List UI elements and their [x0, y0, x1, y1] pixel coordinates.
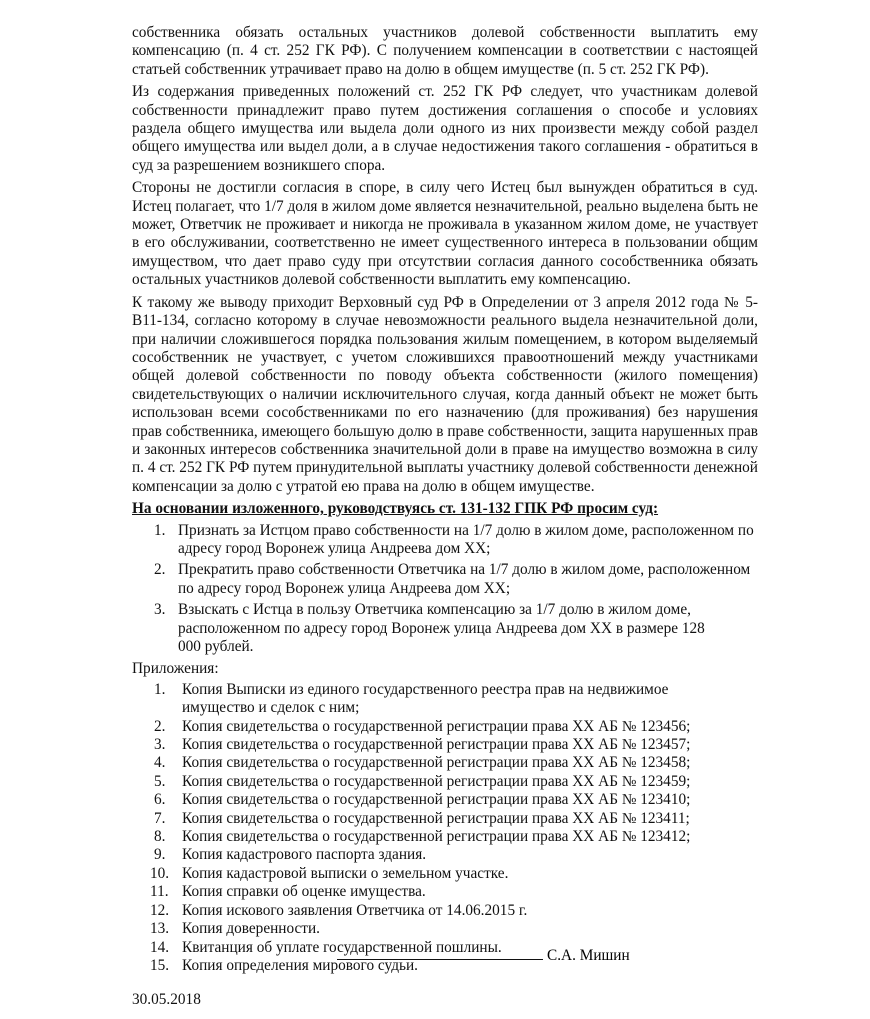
- attachment-number: 6.: [154, 791, 166, 809]
- request-item: [132, 561, 758, 598]
- attachment-text: Копия свидетельства о государственной регистрации права ХХ АБ № 123457;: [182, 736, 691, 754]
- attachment-number: 5.: [154, 772, 166, 790]
- request-text: Признать за Истцом право собственности на 1/7 долю в жилом доме, расположенном по адресу город Воронеж улица Андреева дом ХХ;: [178, 521, 754, 557]
- attachment-text: Копия свидетельства о государственной регистрации права ХХ АБ № 123411;: [182, 809, 690, 827]
- attachment-number: 2.: [154, 717, 166, 735]
- attachments-list: [132, 681, 758, 976]
- attachment-text: Копия Выписки из единого государственного реестра прав на недвижимое имущество и сделок с ним;: [182, 680, 669, 717]
- attachment-number: 12.: [150, 901, 170, 919]
- attachment-text: Копия свидетельства о государственной регистрации права ХХ АБ № 123412;: [182, 828, 691, 846]
- paragraph-3: Стороны не достигли согласия в споре, в силу чего Истец был вынужден обратиться в суд. Истец полагает, что 1/7 доля в жилом доме является незначительной, реально выделена быть не может, Ответчик не проживает и никогда не проживала в указанном жилом доме, не участвует в его обслуживании, соответственно не имеет существенного интереса в пользовании общим имуществом, что дает право суду при отсутствии согласия данного сособственника обязать остальных участников долевой собственности выплатить ему компенсацию.: [132, 179, 758, 289]
- attachment-item: [132, 736, 758, 754]
- request-text: Взыскать с Истца в пользу Ответчика компенсацию за 1/7 долю в жилом доме, расположенном по адресу город Воронеж улица Андреева дом ХХ в размере 128 000 рублей.: [178, 601, 705, 655]
- attachment-number: 13.: [150, 920, 170, 938]
- signature-line: [337, 945, 543, 960]
- attachment-text: Копия кадастровой выписки о земельном участке.: [182, 864, 509, 882]
- attachment-number: 10.: [150, 864, 170, 882]
- request-number: 2.: [154, 561, 166, 579]
- attachment-number: 9.: [154, 846, 166, 864]
- attachment-number: 4.: [154, 754, 166, 772]
- signature-block: [337, 945, 757, 965]
- attachment-item: [132, 920, 758, 938]
- request-list: [132, 522, 758, 657]
- attachments-label: Приложения:: [132, 660, 219, 678]
- request-heading: На основании изложенного, руководствуясь ст. 131-132 ГПК РФ просим суд:: [132, 500, 659, 518]
- attachment-number: 11.: [150, 883, 169, 901]
- paragraph-2: Из содержания приведенных положений ст. 252 ГК РФ следует, что участникам долевой собственности принадлежит право путем достижения соглашения о способе и условиях раздела общего имущества или выдела доли одного из них произвести между собой раздел общего имущества или выдел доли, а в случае недостижения такого соглашения - обратиться в суд за разрешением возникшего спора.: [132, 83, 758, 174]
- attachment-item: [132, 828, 758, 846]
- attachment-number: 14.: [150, 938, 170, 956]
- attachment-item: [132, 681, 758, 718]
- attachment-number: 3.: [154, 736, 166, 754]
- request-item: [132, 601, 758, 656]
- attachment-item: [132, 865, 758, 883]
- attachment-number: 15.: [150, 956, 170, 974]
- document-page: [132, 24, 758, 1010]
- attachment-number: 7.: [154, 809, 166, 827]
- attachment-text: Копия искового заявления Ответчика от 14.06.2015 г.: [182, 901, 528, 919]
- attachment-text: Копия свидетельства о государственной регистрации права ХХ АБ № 123459;: [182, 772, 691, 790]
- attachment-item: [132, 718, 758, 736]
- document-date: 30.05.2018: [132, 991, 201, 1009]
- attachment-item: [132, 810, 758, 828]
- attachment-item: [132, 846, 758, 864]
- attachment-item: [132, 883, 758, 901]
- request-item: [132, 522, 758, 559]
- attachment-text: Копия свидетельства о государственной регистрации права ХХ АБ № 123458;: [182, 754, 691, 772]
- signatory-name: С.А. Мишин: [547, 947, 630, 964]
- attachment-text: Копия доверенности.: [182, 920, 321, 938]
- attachment-item: [132, 773, 758, 791]
- attachment-text: Копия справки об оценке имущества.: [182, 883, 426, 901]
- attachment-number: 1.: [154, 680, 166, 698]
- attachment-text: Квитанция об уплате государственной пошлины.: [182, 938, 502, 956]
- attachment-item: [132, 754, 758, 772]
- paragraph-4: К такому же выводу приходит Верховный суд РФ в Определении от 3 апреля 2012 года № 5-В11-134, согласно которому в случае невозможности реального выдела незначительной доли, при наличии сложившегося порядка пользования жилым помещением, в котором выделяемый сособственник не участвует, с учетом сложившихся правоотношений между участниками общей долевой собственности по поводу объекта собственности (жилого помещения) свидетельствующих о наличии исключительного случая, когда данный объект не может быть использован всеми сособственниками по его назначению (для проживания) без нарушения прав собственника, имеющего большую долю в праве собственности, защита нарушенных прав и законных интересов собственника значительной доли в праве на имущество возможна в силу п. 4 ст. 252 ГК РФ путем принудительной выплаты участнику долевой собственности денежной компенсации за долю с утратой ею права на долю в общем имуществе.: [132, 293, 758, 495]
- attachment-text: Копия кадастрового паспорта здания.: [182, 846, 427, 864]
- attachment-item: [132, 791, 758, 809]
- attachment-number: 8.: [154, 828, 166, 846]
- request-text: Прекратить право собственности Ответчика на 1/7 долю в жилом доме, расположенном по адресу город Воронеж улица Андреева дом ХХ;: [178, 561, 751, 597]
- attachment-item: [132, 902, 758, 920]
- attachment-text: Копия свидетельства о государственной регистрации права ХХ АБ № 123410;: [182, 791, 691, 809]
- attachment-text: Копия свидетельства о государственной регистрации права ХХ АБ № 123456;: [182, 717, 691, 735]
- request-number: 3.: [154, 601, 166, 619]
- request-number: 1.: [154, 521, 166, 539]
- attachment-text: Копия определения мирового судьи.: [182, 956, 418, 974]
- paragraph-1: собственника обязать остальных участников долевой собственности выплатить ему компенсацию (п. 4 ст. 252 ГК РФ). С получением компенсации в соответствии с настоящей статьей собственник утрачивает право на долю в общем имуществе (п. 5 ст. 252 ГК РФ).: [132, 24, 758, 78]
